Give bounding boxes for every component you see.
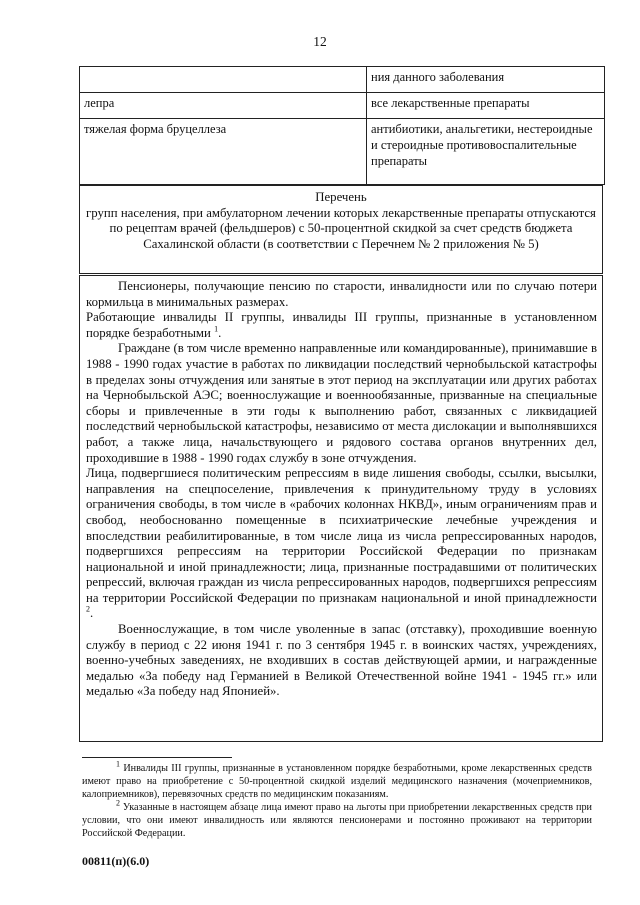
table-row [80,93,605,119]
table-row [80,67,605,93]
list-title-box [79,185,603,274]
table-row [80,119,605,185]
paragraph: Лица, подвергшиеся политическим репрессиям в виде лишения свободы, ссылки, высылки, направления на спецпоселение, привлечения к принудительному труду в условиях ограничения свободы, в том числе в «рабочих колоннах НКВД», иным ограничениям прав и свобод, необоснованно помещенные в психиатрические лечебные учреждения и впоследствии реабилитированные, в том числе лица из числа репрессированных народов, подвергшихся репрессиям на территории Российской Федерации по признакам национальной и иной принадлежности; лица, признанные пострадавшими от политических репрессий, включая граждан из числа репрессированных народов, подвергшихся репрессиям на территории Российской Федерации по признакам национальной и иной принадлежности $^2$. [86,466,597,621]
table-cell-drugs: все лекарственные препараты [367,93,605,119]
list-heading: Перечень [315,190,367,204]
page-number: 12 [313,34,327,49]
table-cell-disease [80,67,367,93]
footnote-divider [82,757,232,758]
footnote: $^2$ Указанные в настоящем абзаце лица имеют право на льготы при приобретении лекарственных средств при условии, что они имеют инвалидность или являются пенсионерами и постоянно проживают на территории Российской Федерации. [82,798,592,839]
footnote-ref: 1 [214,324,219,334]
table-cell-disease: лепра [80,93,367,119]
table-cell-disease: тяжелая форма бруцеллеза [80,119,367,185]
footnotes [82,759,592,840]
paragraph: Пенсионеры, получающие пенсию по старости, инвалидности или по случаю потери кормильца в минимальных размерах. [86,279,597,309]
paragraph: Работающие инвалиды II группы, инвалиды III группы, признанные в установленном порядке безработными $^1$. [86,310,597,340]
table-cell-drugs: ния данного заболевания [367,67,605,93]
paragraph: Военнослужащие, в том числе уволенные в запас (отставку), проходившие военную службу в период с 22 июня 1941 г. по 3 сентября 1945 г. в воинских частях, учреждениях, военно-учебных заведениях, не входивших в состав действующей армии, и награжденные медалью «За победу над Германией в Великой Отечественной войне 1941 - 1945 гг.» или медалью «За победу над Японией». [86,622,597,699]
drugs-table [79,66,605,185]
document-code: 00811(п)(6.0) [82,854,150,868]
list-subtitle: групп населения, при амбулаторном лечении которых лекарственные препараты отпускаются по рецептам врачей (фельдшеров) с 50-процентной скидкой за счет средств бюджета Сахалинской области (в соответствии с Перечнем № 2 приложения № 5) [86,205,596,251]
population-groups-box [79,275,603,742]
footnote: $^1$ Инвалиды III группы, признанные в установленном порядке безработными, кроме лекарственных средств имеют право на приобретение с 50-процентной скидкой изделий медицинского назначения (мочеприемников, калоприемников), перевязочных средств по медицинским показаниям. [82,759,592,800]
footnote-ref: 2 [86,605,90,615]
paragraph: Граждане (в том числе временно направленные или командированные), принимавшие в 1988 - 1990 годах участие в работах по ликвидации последствий чернобыльской катастрофы в пределах зоны отчуждения или занятые в этот период на эксплуатации или других работах на Чернобыльской АЭС; военнослужащие и военнообязанные, призванные на специальные сборы и привлеченные в эти годы к выполнению работ, связанных с ликвидацией последствий чернобыльской катастрофы, независимо от места дислокации и выполнявшихся работ, а также лица, начальствующего и рядового состава органов внутренних дел, проходившие в 1988 - 1990 годах службу в зоне отчуждения. [86,341,597,465]
table-cell-drugs: антибиотики, анальгетики, нестероидные и стероидные противовоспалительные препараты [367,119,605,185]
